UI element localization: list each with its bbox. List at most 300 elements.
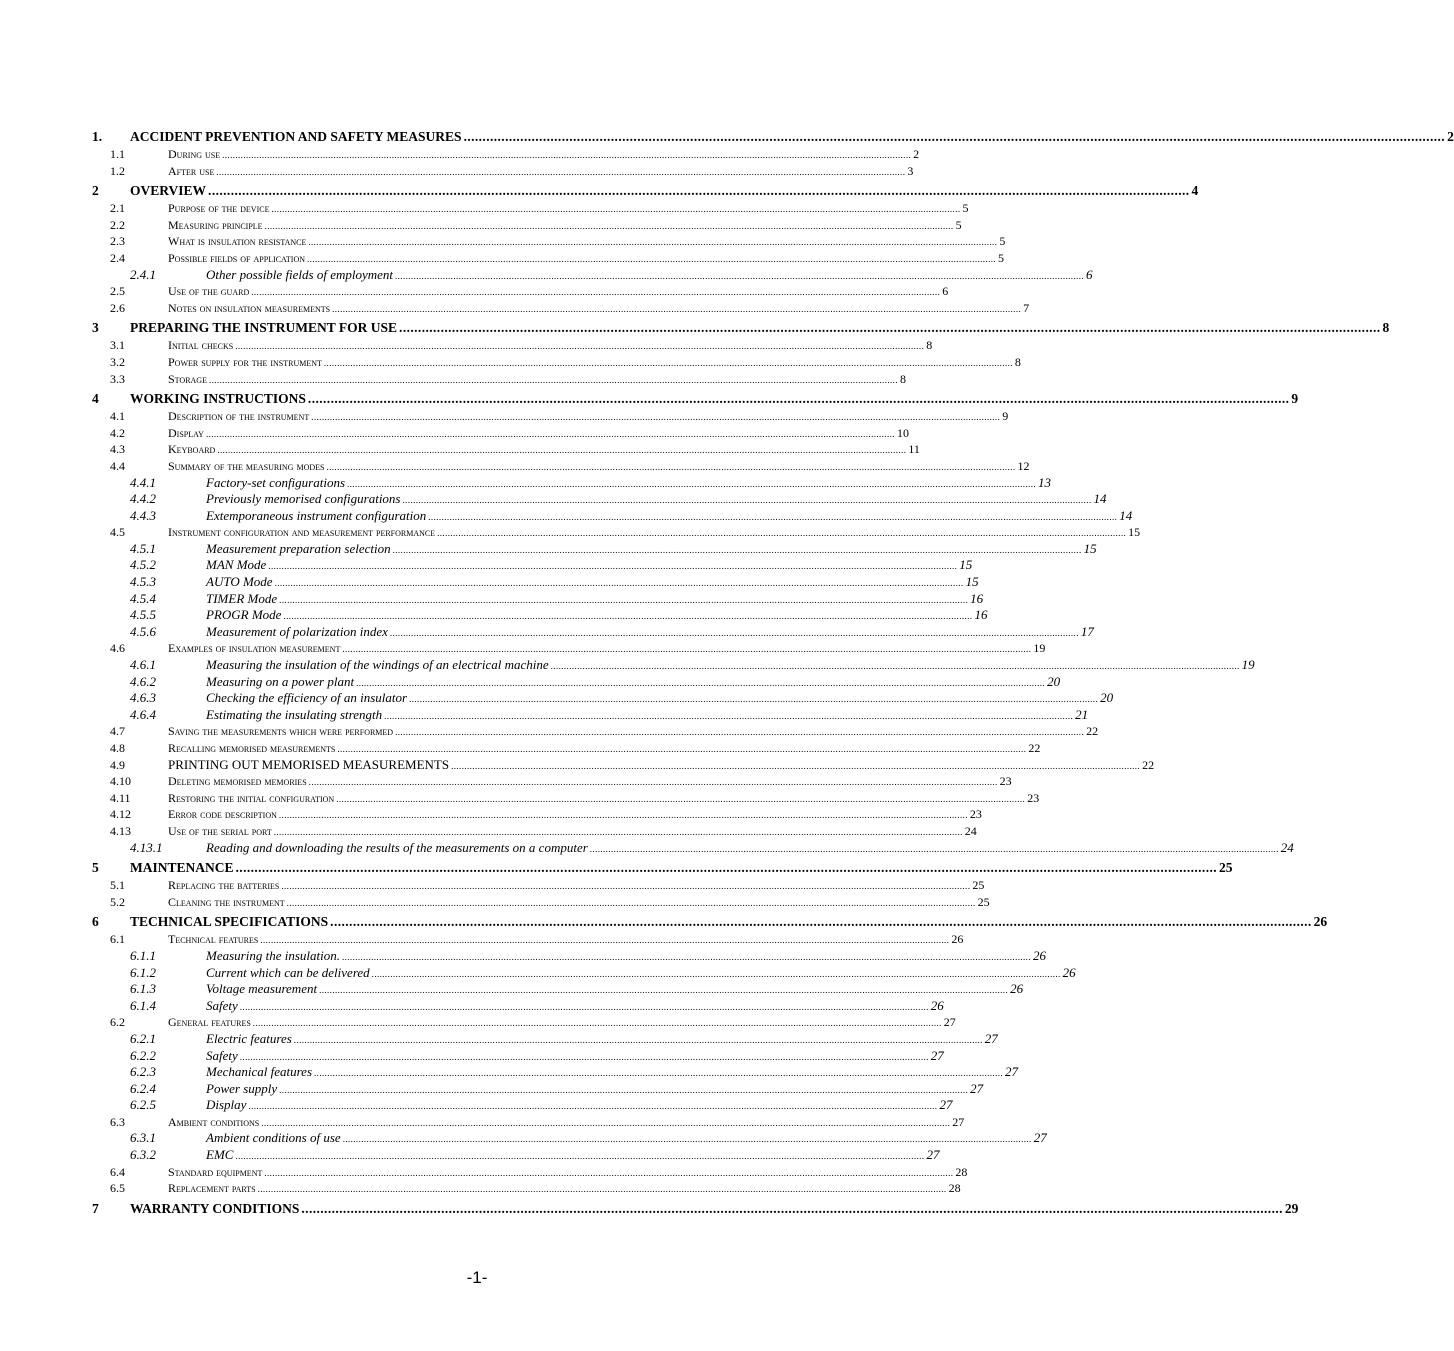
- toc-entry[interactable]: [92, 1114, 965, 1131]
- toc-entry-number: 6.2: [110, 1015, 125, 1030]
- toc-entry-page: 25: [972, 878, 985, 893]
- toc-dot-leader: ....................................................................................................................................................................................................................................................................: [399, 320, 1381, 336]
- toc-entry[interactable]: [92, 354, 1021, 371]
- toc-entry[interactable]: [92, 200, 969, 217]
- toc-entry[interactable]: [92, 163, 914, 180]
- toc-entry[interactable]: [92, 773, 1012, 790]
- toc-dot-leader: ....................................................................................................................................................................................................................................................................: [278, 810, 968, 821]
- toc-dot-leader: ....................................................................................................................................................................................................................................................................: [235, 341, 925, 352]
- toc-entry-title: Use of the guard: [168, 284, 250, 299]
- toc-entry-number: 4.6.2: [130, 673, 156, 689]
- toc-entry[interactable]: [92, 690, 1114, 707]
- toc-entry-title: WARRANTY CONDITIONS: [130, 1200, 300, 1216]
- toc-entry-page: 10: [896, 425, 909, 440]
- toc-entry-number: 7: [92, 1200, 99, 1216]
- toc-dot-leader: ....................................................................................................................................................................................................................................................................: [307, 253, 997, 264]
- toc-dot-leader: ....................................................................................................................................................................................................................................................................: [216, 166, 906, 177]
- toc-entry[interactable]: [92, 657, 1255, 674]
- toc-dot-leader: ....................................................................................................................................................................................................................................................................: [271, 204, 961, 215]
- toc-entry-number: 4.4.2: [130, 491, 156, 507]
- toc-entry[interactable]: [92, 1097, 953, 1114]
- toc-dot-leader: ....................................................................................................................................................................................................................................................................: [208, 374, 898, 385]
- toc-entry-page: 26: [1010, 981, 1024, 997]
- toc-entry[interactable]: [92, 574, 979, 591]
- toc-entry[interactable]: [92, 524, 1141, 541]
- toc-entry[interactable]: [92, 858, 1233, 877]
- toc-entry[interactable]: [92, 250, 1005, 267]
- toc-entry-title: Replacement parts: [168, 1181, 256, 1196]
- toc-entry-title: WORKING INSTRUCTIONS: [130, 391, 306, 407]
- toc-entry-page: 20: [1100, 690, 1114, 706]
- toc-entry[interactable]: [92, 673, 1061, 691]
- toc-entry-number: 4.3: [110, 442, 125, 457]
- toc-entry-title: Examples of insulation measurement: [168, 641, 341, 656]
- toc-dot-leader: ....................................................................................................................................................................................................................................................................: [342, 644, 1032, 655]
- toc-entry-number: 6.2.2: [130, 1047, 156, 1063]
- toc-dot-leader: ....................................................................................................................................................................................................................................................................: [347, 478, 1037, 489]
- toc-dot-leader: ....................................................................................................................................................................................................................................................................: [273, 826, 963, 837]
- toc-dot-leader: ....................................................................................................................................................................................................................................................................: [261, 1117, 951, 1128]
- toc-entry-title: Power supply: [206, 1080, 278, 1096]
- toc-entry[interactable]: [92, 931, 964, 948]
- toc-entry-title: Reading and downloading the results of the measurements on a computer: [206, 839, 588, 855]
- toc-entry-number: 4.8: [110, 741, 125, 755]
- toc-entry-page: 27: [943, 1015, 956, 1030]
- toc-entry-title: Measurement preparation selection: [206, 540, 391, 556]
- toc-entry-number: 6.2.3: [130, 1064, 156, 1080]
- toc-entry-number: 3: [92, 320, 99, 336]
- toc-entry-number: 1.: [92, 129, 103, 144]
- toc-entry[interactable]: [92, 389, 1299, 408]
- toc-dot-leader: ....................................................................................................................................................................................................................................................................: [257, 1184, 947, 1195]
- toc-entry-title: Current which can be delivered: [206, 964, 370, 980]
- toc-entry-page: 5: [999, 234, 1006, 249]
- toc-entry[interactable]: [92, 590, 984, 608]
- toc-dot-leader: ....................................................................................................................................................................................................................................................................: [283, 611, 973, 622]
- toc-dot-leader: ....................................................................................................................................................................................................................................................................: [332, 303, 1022, 314]
- toc-entry-title: Checking the efficiency of an insulator: [206, 690, 408, 706]
- toc-dot-leader: ....................................................................................................................................................................................................................................................................: [323, 357, 1013, 368]
- toc-entry-number: 3.3: [110, 371, 125, 386]
- toc-dot-leader: ....................................................................................................................................................................................................................................................................: [314, 1068, 1004, 1079]
- toc-entry-number: 2: [92, 183, 99, 199]
- toc-entry-page: 23: [969, 807, 982, 822]
- toc-entry-page: 8: [1014, 354, 1021, 369]
- toc-entry[interactable]: [92, 266, 1093, 284]
- toc-entry-number: 4.4.3: [130, 507, 156, 523]
- toc-entry-number: 2.3: [110, 234, 125, 249]
- toc-entry-title: Measuring principle: [168, 217, 263, 232]
- toc-entry-page: 26: [930, 997, 944, 1013]
- toc-entry-title: OVERVIEW: [130, 183, 207, 199]
- toc-entry[interactable]: [92, 557, 973, 574]
- toc-entry[interactable]: [92, 706, 1089, 724]
- toc-entry-page: 25: [1219, 860, 1233, 876]
- toc-entry[interactable]: [92, 912, 1328, 931]
- toc-dot-leader: ....................................................................................................................................................................................................................................................................: [286, 897, 976, 908]
- toc-entry-page: 17: [1080, 623, 1094, 639]
- toc-entry[interactable]: [92, 491, 1107, 508]
- toc-entry[interactable]: [92, 408, 1009, 425]
- toc-entry[interactable]: [92, 997, 944, 1015]
- toc-entry-page: 27: [952, 1114, 965, 1129]
- toc-entry[interactable]: [92, 947, 1046, 965]
- toc-dot-leader: ....................................................................................................................................................................................................................................................................: [235, 1151, 925, 1162]
- toc-entry-page: 15: [1083, 540, 1097, 556]
- toc-entry-number: 2.6: [110, 300, 125, 315]
- toc-entry-title: Notes on insulation measurements: [168, 300, 331, 315]
- toc-dot-leader: ....................................................................................................................................................................................................................................................................: [342, 1134, 1032, 1145]
- toc-dot-leader: ....................................................................................................................................................................................................................................................................: [260, 935, 950, 946]
- toc-entry[interactable]: [92, 181, 1199, 200]
- toc-entry[interactable]: [92, 964, 1076, 982]
- toc-dot-leader: ....................................................................................................................................................................................................................................................................: [326, 461, 1016, 472]
- toc-entry[interactable]: [92, 1064, 1019, 1081]
- toc-entry-title: PRINTING OUT MEMORISED MEASUREMENTS: [168, 756, 450, 772]
- toc-dot-leader: ....................................................................................................................................................................................................................................................................: [217, 445, 907, 456]
- toc-entry-page: 14: [1119, 507, 1133, 523]
- toc-entry-number: 4.10: [110, 774, 131, 789]
- toc-entry-title: Storage: [168, 371, 207, 386]
- toc-entry-title: Restoring the initial configuration: [168, 790, 335, 805]
- toc-dot-leader: ....................................................................................................................................................................................................................................................................: [451, 760, 1141, 771]
- toc-entry-title: Safety: [206, 997, 238, 1013]
- toc-entry-page: 14: [1093, 491, 1107, 507]
- toc-entry[interactable]: [92, 756, 1155, 774]
- toc-entry-number: 4.5.6: [130, 623, 156, 639]
- toc-entry-number: 6.2.1: [130, 1030, 156, 1046]
- toc-entry-number: 6.5: [110, 1181, 125, 1196]
- toc-entry-title: Display: [206, 1097, 247, 1113]
- toc-entry-number: 4.5.4: [130, 590, 156, 606]
- toc-entry-number: 2.2: [110, 217, 125, 232]
- toc-entry-page: 3: [907, 163, 914, 178]
- toc-dot-leader: ....................................................................................................................................................................................................................................................................: [235, 860, 1218, 876]
- toc-dot-leader: ....................................................................................................................................................................................................................................................................: [330, 914, 1312, 930]
- toc-entry-title: After use: [168, 163, 215, 178]
- toc-entry-number: 4.5.1: [130, 540, 156, 556]
- toc-entry-title: EMC: [206, 1147, 234, 1163]
- toc-dot-leader: ....................................................................................................................................................................................................................................................................: [279, 1084, 969, 1095]
- toc-dot-leader: ....................................................................................................................................................................................................................................................................: [281, 881, 971, 892]
- toc-dot-leader: ....................................................................................................................................................................................................................................................................: [264, 1167, 954, 1178]
- toc-entry[interactable]: [92, 146, 920, 163]
- toc-entry-page: 23: [999, 774, 1012, 789]
- toc-entry[interactable]: [92, 1164, 968, 1181]
- toc-entry[interactable]: [92, 233, 1006, 250]
- toc-entry[interactable]: [92, 806, 982, 823]
- toc-dot-leader: ....................................................................................................................................................................................................................................................................: [395, 727, 1085, 738]
- toc-entry-page: 5: [955, 217, 962, 232]
- toc-entry-page: 22: [1086, 724, 1099, 739]
- toc-entry-page: 16: [970, 590, 984, 606]
- toc-entry-page: 26: [1062, 964, 1076, 980]
- toc-entry-title: Error code description: [168, 807, 277, 822]
- toc-entry-page: 16: [974, 607, 988, 623]
- toc-entry-page: 8: [899, 371, 906, 386]
- toc-entry[interactable]: [92, 507, 1133, 525]
- toc-dot-leader: ....................................................................................................................................................................................................................................................................: [279, 594, 969, 605]
- toc-entry-title: Other possible fields of employment: [206, 266, 394, 282]
- toc-dot-leader: ....................................................................................................................................................................................................................................................................: [248, 1101, 938, 1112]
- toc-entry[interactable]: [92, 839, 1294, 857]
- toc-entry[interactable]: [92, 337, 933, 354]
- toc-entry-page: 24: [1280, 839, 1294, 855]
- toc-entry-page: 27: [926, 1147, 940, 1163]
- toc-entry-number: 6: [92, 914, 99, 930]
- toc-entry-number: 4.2: [110, 425, 125, 440]
- toc-entry-page: 27: [1033, 1130, 1047, 1146]
- toc-entry-number: 6.1.2: [130, 964, 156, 980]
- toc-entry-title: AUTO Mode: [206, 574, 273, 590]
- toc-entry[interactable]: [92, 1199, 1299, 1218]
- toc-entry-title: ACCIDENT PREVENTION AND SAFETY MEASURES: [130, 129, 462, 144]
- toc-entry-page: 27: [930, 1047, 944, 1063]
- toc-entry-title: Measuring the insulation of the windings of an electrical machine: [206, 657, 549, 673]
- toc-dot-leader: ....................................................................................................................................................................................................................................................................: [208, 183, 1190, 199]
- toc-dot-leader: ....................................................................................................................................................................................................................................................................: [222, 150, 912, 160]
- toc-entry-title: Keyboard: [168, 442, 216, 457]
- toc-entry-number: 6.4: [110, 1164, 125, 1179]
- toc-entry-page: 20: [1047, 673, 1061, 689]
- toc-entry-page: 27: [939, 1097, 953, 1113]
- toc-entry-title: General features: [168, 1015, 251, 1030]
- toc-entry-number: 6.3.1: [130, 1130, 156, 1146]
- toc-entry-number: 2.1: [110, 201, 125, 216]
- toc-entry[interactable]: [92, 894, 990, 911]
- toc-entry-page: 15: [1128, 525, 1141, 540]
- toc-entry-title: Electric features: [206, 1030, 292, 1046]
- toc-dot-leader: ....................................................................................................................................................................................................................................................................: [550, 661, 1240, 672]
- toc-entry[interactable]: [92, 981, 1024, 998]
- toc-dot-leader: ....................................................................................................................................................................................................................................................................: [337, 744, 1027, 754]
- toc-entry-page: 19: [1033, 641, 1046, 656]
- toc-dot-leader: ....................................................................................................................................................................................................................................................................: [589, 843, 1279, 854]
- toc-entry-page: 9: [1291, 391, 1299, 407]
- toc-dot-leader: ....................................................................................................................................................................................................................................................................: [341, 951, 1031, 962]
- toc-entry-title: Mechanical features: [206, 1064, 313, 1080]
- toc-entry-number: 4.7: [110, 724, 125, 739]
- toc-dot-leader: ....................................................................................................................................................................................................................................................................: [239, 1051, 929, 1062]
- toc-dot-leader: ....................................................................................................................................................................................................................................................................: [264, 220, 954, 231]
- toc-entry[interactable]: [92, 607, 988, 624]
- toc-dot-leader: ....................................................................................................................................................................................................................................................................: [307, 391, 1290, 407]
- toc-dot-leader: ....................................................................................................................................................................................................................................................................: [311, 412, 1001, 423]
- toc-entry-number: 6.1.1: [130, 947, 156, 963]
- toc-entry[interactable]: [92, 1130, 1047, 1147]
- toc-entry-number: 4.6.1: [130, 657, 156, 673]
- toc-entry-number: 4.4.1: [130, 474, 156, 490]
- toc-entry-page: 5: [998, 250, 1005, 265]
- toc-entry-number: 3.1: [110, 338, 125, 353]
- toc-entry-number: 4.9: [110, 757, 125, 772]
- toc-entry[interactable]: [92, 441, 920, 458]
- toc-entry-page: 26: [1313, 914, 1328, 930]
- toc-entry[interactable]: [92, 458, 1030, 475]
- toc-entry[interactable]: [92, 1030, 998, 1048]
- toc-entry-title: What is insulation resistance: [168, 234, 307, 249]
- toc-entry-title: Voltage measurement: [206, 981, 318, 997]
- toc-entry-page: 27: [1005, 1064, 1019, 1080]
- toc-entry-number: 4.5.5: [130, 607, 156, 623]
- toc-entry-number: 2.4.1: [130, 266, 156, 282]
- toc-entry-number: 6.3: [110, 1114, 125, 1129]
- toc-entry-page: 4: [1191, 183, 1199, 199]
- toc-dot-leader: ....................................................................................................................................................................................................................................................................: [308, 777, 998, 788]
- toc-entry-page: 22: [1142, 757, 1155, 772]
- toc-entry-number: 4.13.1: [130, 839, 163, 855]
- toc-entry-number: 4.5.3: [130, 574, 156, 590]
- toc-entry-title: MAN Mode: [206, 557, 267, 573]
- toc-entry[interactable]: [92, 425, 909, 442]
- toc-entry-number: 2.4: [110, 250, 125, 265]
- toc-dot-leader: ....................................................................................................................................................................................................................................................................: [392, 544, 1082, 555]
- toc-dot-leader: ....................................................................................................................................................................................................................................................................: [251, 287, 941, 298]
- toc-entry-number: 4.5.2: [130, 557, 156, 573]
- toc-entry-number: 5.2: [110, 894, 125, 909]
- toc-entry-number: 4.6: [110, 641, 125, 656]
- toc-entry-title: Use of the serial port: [168, 823, 272, 838]
- toc-entry-title: PREPARING THE INSTRUMENT FOR USE: [130, 320, 398, 336]
- toc-entry-page: 15: [959, 557, 973, 573]
- toc-entry-title: Display: [168, 425, 204, 440]
- toc-entry[interactable]: [92, 540, 1097, 558]
- toc-dot-leader: ....................................................................................................................................................................................................................................................................: [428, 511, 1118, 522]
- toc-entry[interactable]: [92, 623, 1094, 641]
- toc-entry-title: Factory-set configurations: [206, 474, 346, 490]
- toc-entry-page: 9: [1002, 409, 1009, 424]
- toc-entry-page: 26: [1032, 947, 1046, 963]
- toc-entry-title: Saving the measurements which were performed: [168, 724, 394, 739]
- toc-entry-number: 4: [92, 391, 99, 407]
- toc-entry[interactable]: [92, 1047, 944, 1065]
- toc-entry-title: Technical features: [168, 932, 259, 947]
- toc-entry-page: 2: [913, 147, 920, 161]
- toc-entry-title: TECHNICAL SPECIFICATIONS: [130, 914, 329, 930]
- toc-entry-page: 19: [1241, 657, 1255, 673]
- toc-entry-title: Initial checks: [168, 338, 234, 353]
- toc-entry-page: 15: [965, 574, 979, 590]
- toc-entry-title: During use: [168, 147, 221, 161]
- toc-entry[interactable]: [92, 318, 1390, 337]
- toc-entry[interactable]: [92, 1080, 984, 1098]
- toc-entry-page: 24: [964, 823, 977, 838]
- page-number: -1-: [466, 1268, 488, 1287]
- toc-entry-page: 29: [1284, 1200, 1299, 1216]
- toc-entry-title: TIMER Mode: [206, 590, 278, 606]
- toc-entry[interactable]: [92, 1180, 961, 1197]
- toc-dot-leader: ....................................................................................................................................................................................................................................................................: [268, 561, 958, 572]
- toc-dot-leader: ....................................................................................................................................................................................................................................................................: [409, 694, 1099, 705]
- toc-entry[interactable]: [92, 283, 949, 300]
- toc-entry-page: 23: [1027, 790, 1040, 805]
- toc-dot-leader: ....................................................................................................................................................................................................................................................................: [384, 710, 1074, 721]
- toc-entry[interactable]: [92, 877, 985, 894]
- toc-entry-title: MAINTENANCE: [130, 860, 234, 876]
- toc-dot-leader: ....................................................................................................................................................................................................................................................................: [389, 627, 1079, 638]
- toc-entry-title: Instrument configuration and measurement performance: [168, 525, 436, 540]
- toc-entry[interactable]: [92, 790, 1040, 807]
- toc-entry[interactable]: [92, 1147, 940, 1164]
- toc-entry-page: 6: [1086, 266, 1093, 282]
- toc-entry-number: 5: [92, 860, 99, 876]
- toc-entry[interactable]: [92, 723, 1099, 740]
- toc-entry-number: 4.5: [110, 525, 125, 540]
- toc-entry[interactable]: [92, 1014, 956, 1031]
- toc-entry-title: Possible fields of application: [168, 250, 306, 265]
- toc-entry[interactable]: [92, 740, 1041, 757]
- toc-entry-number: 6.1: [110, 932, 125, 947]
- toc-entry-title: Measurement of polarization index: [206, 623, 388, 639]
- toc-entry[interactable]: [92, 823, 977, 840]
- toc-entry-page: 5: [962, 201, 969, 216]
- toc-dot-leader: ....................................................................................................................................................................................................................................................................: [336, 793, 1026, 804]
- toc-entry-number: 5.1: [110, 878, 125, 893]
- toc-entry-number: 6.3.2: [130, 1147, 156, 1163]
- toc-entry[interactable]: [92, 127, 1454, 146]
- toc-entry-number: 4.6.4: [130, 706, 156, 722]
- toc-entry-title: Extemporaneous instrument configuration: [206, 507, 427, 523]
- toc-entry-number: 6.1.3: [130, 981, 156, 997]
- toc-entry-number: 4.13: [110, 823, 131, 838]
- toc-entry-title: Purpose of the device: [168, 201, 270, 216]
- toc-dot-leader: ....................................................................................................................................................................................................................................................................: [308, 237, 998, 248]
- toc-entry-number: 6.2.4: [130, 1080, 156, 1096]
- toc-entry-title: Recalling memorised measurements: [168, 741, 336, 755]
- toc-entry-number: 6.2.5: [130, 1097, 156, 1113]
- toc-entry[interactable]: [92, 371, 906, 388]
- toc-dot-leader: ....................................................................................................................................................................................................................................................................: [301, 1200, 1283, 1216]
- toc-dot-leader: ....................................................................................................................................................................................................................................................................: [293, 1034, 983, 1045]
- toc-entry-number: 6.1.4: [130, 997, 156, 1013]
- toc-entry-page: 26: [951, 932, 964, 947]
- toc-entry-number: 3.2: [110, 354, 125, 369]
- toc-entry-title: Safety: [206, 1047, 238, 1063]
- toc-entry-number: 1.2: [110, 163, 125, 178]
- toc-entry-number: 1.1: [110, 147, 125, 161]
- toc-entry-title: Summary of the measuring modes: [168, 458, 325, 473]
- toc-entry-page: 28: [948, 1181, 961, 1196]
- toc-entry-title: Deleting memorised memories: [168, 774, 307, 789]
- toc-entry-title: Measuring on a power plant: [206, 673, 355, 689]
- toc-entry-title: Power supply for the instrument: [168, 354, 322, 369]
- toc-entry[interactable]: [92, 474, 1052, 492]
- toc-entry-page: 2: [1447, 129, 1454, 144]
- toc-entry-number: 4.12: [110, 807, 131, 822]
- toc-entry[interactable]: [92, 300, 1030, 317]
- toc-dot-leader: ....................................................................................................................................................................................................................................................................: [371, 968, 1061, 979]
- toc-entry[interactable]: [92, 640, 1046, 657]
- toc-entry-title: Standard equipment: [168, 1164, 263, 1179]
- toc-entry-title: PROGR Mode: [206, 607, 282, 623]
- toc-entry-page: 13: [1038, 474, 1052, 490]
- toc-entry-page: 25: [977, 894, 990, 909]
- toc-entry-title: Ambient conditions of use: [206, 1130, 341, 1146]
- toc-entry-number: 4.6.3: [130, 690, 156, 706]
- toc-entry-page: 21: [1075, 706, 1089, 722]
- toc-entry-page: 12: [1017, 458, 1030, 473]
- toc-entry-title: Measuring the insulation.: [206, 947, 340, 963]
- toc-dot-leader: ....................................................................................................................................................................................................................................................................: [274, 578, 964, 589]
- toc-entry-page: 11: [908, 442, 920, 457]
- toc-entry-title: Replacing the batteries: [168, 878, 280, 893]
- toc-dot-leader: ....................................................................................................................................................................................................................................................................: [319, 985, 1009, 996]
- toc-entry-page: 8: [926, 338, 933, 353]
- toc-entry-number: 4.1: [110, 409, 125, 424]
- toc-entry-page: 27: [970, 1080, 984, 1096]
- toc-entry[interactable]: [92, 217, 962, 234]
- toc-entry-page: 7: [1023, 300, 1030, 315]
